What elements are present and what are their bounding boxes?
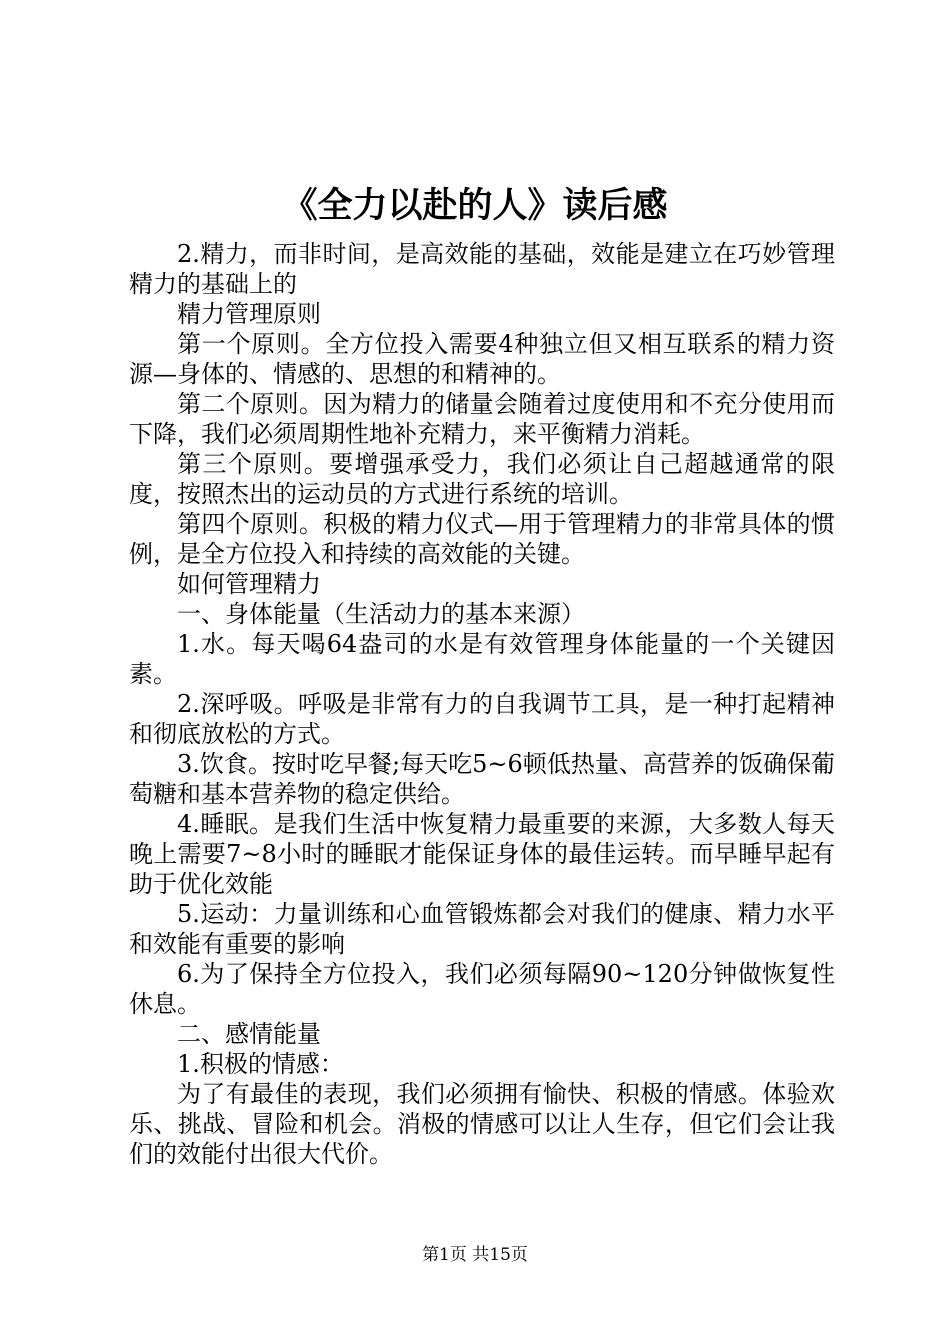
paragraph-3: 第一个原则。全方位投入需要4种独立但又相互联系的精力资源—身体的、情感的、思想的和精神的。	[129, 330, 835, 388]
paragraph-9: 1.水。每天喝64盎司的水是有效管理身体能量的一个关键因素。	[129, 630, 835, 688]
paragraph-12: 4.睡眠。是我们生活中恢复精力最重要的来源，大多数人每天晚上需要7~8小时的睡眠才能保证身体的最佳运转。而早睡早起有助于优化效能	[129, 810, 835, 898]
paragraph-11: 3.饮食。按时吃早餐;每天吃5~6顿低热量、高营养的饭确保葡萄糖和基本营养物的稳定供给。	[129, 750, 835, 808]
paragraph-15: 二、感情能量	[177, 1020, 321, 1048]
page-footer: 第1页 共15页	[422, 1245, 528, 1265]
paragraph-7: 如何管理精力	[177, 570, 321, 598]
paragraph-16: 1.积极的情感：	[177, 1050, 344, 1078]
paragraph-1: 2.精力，而非时间，是高效能的基础，效能是建立在巧妙管理精力的基础上的	[129, 240, 835, 298]
paragraph-14: 6.为了保持全方位投入，我们必须每隔90~120分钟做恢复性休息。	[129, 960, 835, 1018]
document-body	[129, 239, 835, 1169]
paragraph-5: 第三个原则。要增强承受力，我们必须让自己超越通常的限度，按照杰出的运动员的方式进行系统的培训。	[129, 450, 835, 508]
document-title: 《全力以赴的人》读后感	[282, 185, 668, 226]
paragraph-13: 5.运动：力量训练和心血管锻炼都会对我们的健康、精力水平和效能有重要的影响	[129, 900, 835, 958]
paragraph-8: 一、身体能量（生活动力的基本来源）	[177, 600, 585, 628]
paragraph-10: 2.深呼吸。呼吸是非常有力的自我调节工具，是一种打起精神和彻底放松的方式。	[129, 690, 835, 748]
paragraph-17: 为了有最佳的表现，我们必须拥有愉快、积极的情感。体验欢乐、挑战、冒险和机会。消极的情感可以让人生存，但它们会让我们的效能付出很大代价。	[129, 1080, 835, 1168]
paragraph-2: 精力管理原则	[177, 300, 321, 328]
paragraph-6: 第四个原则。积极的精力仪式—用于管理精力的非常具体的惯例，是全方位投入和持续的高效能的关键。	[129, 510, 835, 568]
paragraph-4: 第二个原则。因为精力的储量会随着过度使用和不充分使用而下降，我们必须周期性地补充精力，来平衡精力消耗。	[129, 390, 835, 448]
